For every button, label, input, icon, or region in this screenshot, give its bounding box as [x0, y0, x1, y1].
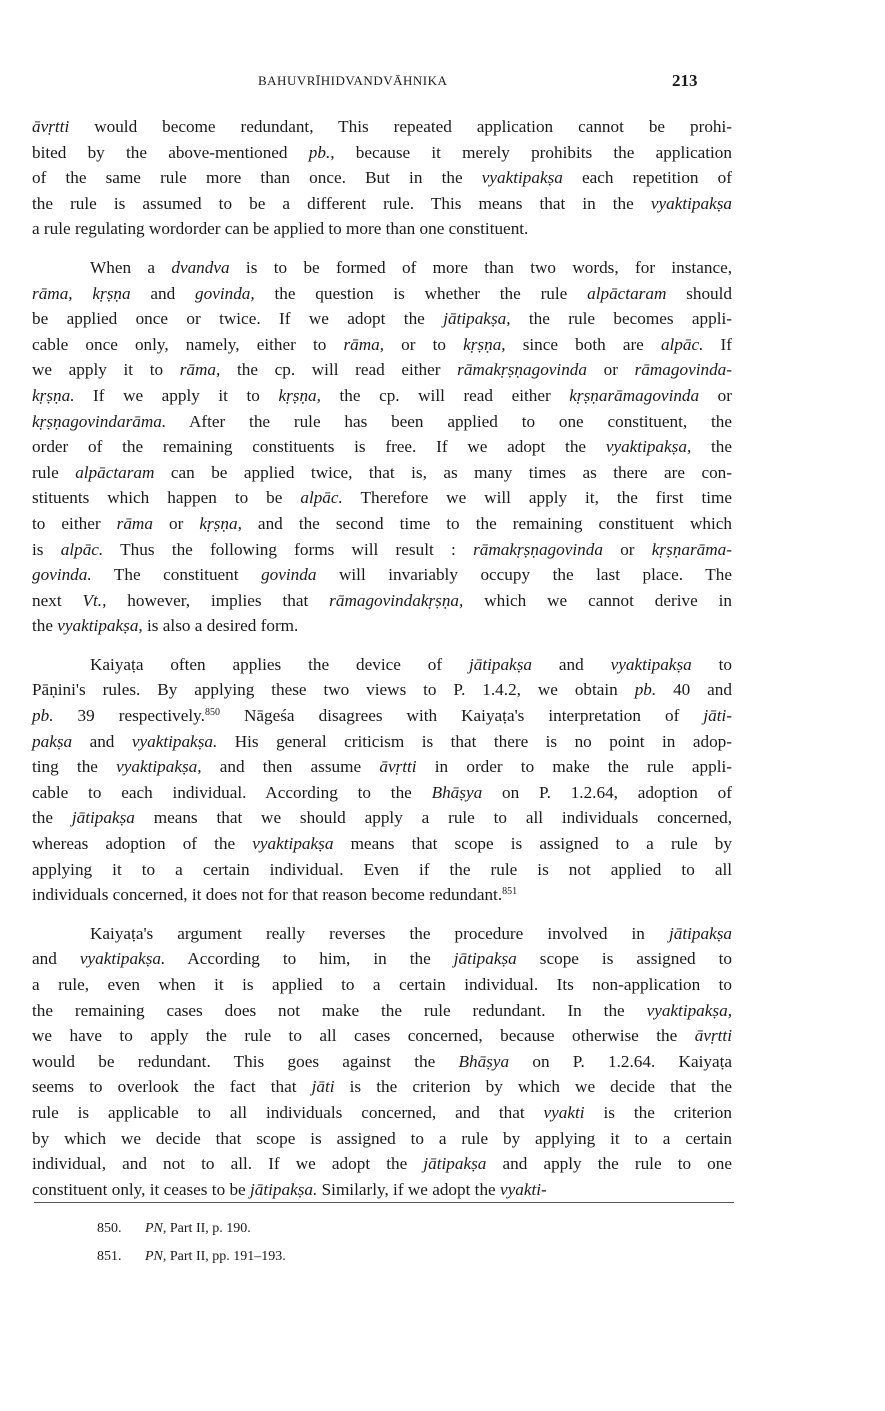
text-line: applying it to a certain individual. Even if the rule is not applied to all [32, 859, 732, 879]
paragraph-2 [32, 255, 732, 639]
text-line: bited by the above-mentioned pb., because it merely prohibits the application [32, 142, 732, 162]
footnote-number: 850. [97, 1221, 122, 1236]
footnote-text: PN, Part II, p. 190. [145, 1221, 251, 1236]
footnote-number: 851. [97, 1249, 122, 1264]
page-header [0, 73, 885, 97]
text-line: and vyaktipakṣa. According to him, in the jātipakṣa scope is assigned to [32, 949, 732, 969]
footnotes [97, 1215, 697, 1271]
text-line: a rule, even when it is applied to a certain individual. Its non-application to [32, 975, 732, 994]
text-line: the vyaktipakṣa, is also a desired form. [32, 616, 299, 636]
text-line: we have to apply the rule to all cases concerned, because otherwise the āvṛtti [32, 1026, 732, 1046]
paragraph-4 [32, 921, 732, 1203]
text-line: by which we decide that scope is assigned to a rule by applying it to a certain [32, 1128, 732, 1148]
text-line: the rule is assumed to be a different rule. This means that in the vyaktipakṣa [32, 193, 732, 213]
text-line: whereas adoption of the vyaktipakṣa means that scope is assigned to a rule by [32, 834, 732, 854]
text-line: be applied once or twice. If we adopt the jātipakṣa, the rule becomes appli- [32, 309, 732, 329]
text-line: the jātipakṣa means that we should apply a rule to all individuals concerned, [32, 808, 732, 828]
text-line: is alpāc. Thus the following forms will result : rāmakṛṣṇagovinda or kṛṣṇarāma- [32, 539, 732, 559]
text-line: next Vt., however, implies that rāmagovindakṛṣṇa, which we cannot derive in [32, 590, 732, 610]
footnote [97, 1215, 697, 1243]
text-line: kṛṣṇagovindarāma. After the rule has been applied to one constituent, the [32, 411, 732, 431]
body-text [32, 114, 732, 1202]
page-number: 213 [672, 71, 698, 90]
text-line: seems to overlook the fact that jāti is the criterion by which we decide that the [32, 1077, 733, 1097]
text-line: would be redundant. This goes against the Bhāṣya on P. 1.2.64. Kaiyaṭa [32, 1051, 732, 1071]
text-line: cable to each individual. According to the Bhāṣya on P. 1.2.64, adoption of [32, 782, 732, 802]
text-line: Kaiyaṭa's argument really reverses the procedure involved in jātipakṣa [90, 923, 732, 943]
text-line: Pāṇini's rules. By applying these two views to P. 1.4.2, we obtain pb. 40 and [32, 680, 732, 700]
text-line: rāma, kṛṣṇa and govinda, the question is whether the rule alpāctaram should [32, 283, 733, 303]
text-line: individuals concerned, it does not for that reason become redundant.$^{851}$ [32, 885, 518, 905]
text-line: to either rāma or kṛṣṇa, and the second time to the remaining constituent which [32, 513, 732, 533]
footnote-text: PN, Part II, pp. 191–193. [145, 1249, 286, 1264]
text-line: stituents which happen to be alpāc. Therefore we will apply it, the first time [32, 488, 732, 508]
paragraph-3 [32, 652, 732, 908]
text-line: the remaining cases does not make the rule redundant. In the vyaktipakṣa, [32, 1000, 732, 1020]
text-line: rule alpāctaram can be applied twice, that is, as many times as there are con- [32, 462, 732, 482]
text-line: Kaiyaṭa often applies the device of jātipakṣa and vyaktipakṣa to [90, 654, 732, 674]
text-line: of the same rule more than once. But in the vyaktipakṣa each repetition of [32, 168, 732, 188]
text-line: cable once only, namely, either to rāma, or to kṛṣṇa, since both are alpāc. If [32, 334, 732, 354]
text-line: pb. 39 respectively.$^{850}$ Nāgeśa disagrees with Kaiyaṭa's interpretation of jāti- [32, 706, 733, 726]
text-line: govinda. The constituent govinda will invariably occupy the last place. The [32, 565, 732, 585]
text-line: we apply it to rāma, the cp. will read either rāmakṛṣṇagovinda or rāmagovinda- [32, 360, 732, 380]
text-line: rule is applicable to all individuals concerned, and that vyakti is the criterion [32, 1102, 732, 1122]
paragraph-1 [32, 114, 732, 242]
text-line: When a dvandva is to be formed of more than two words, for instance, [90, 257, 733, 277]
text-line: order of the remaining constituents is free. If we adopt the vyaktipakṣa, the [32, 437, 733, 457]
footnote-divider [34, 1202, 734, 1203]
text-line: kṛṣṇa. If we apply it to kṛṣṇa, the cp. will read either kṛṣṇarāmagovinda or [32, 385, 733, 405]
text-line: individual, and not to all. If we adopt the jātipakṣa and apply the rule to one [32, 1154, 733, 1174]
text-line: āvṛtti would become redundant, This repeated application cannot be prohi- [32, 117, 732, 136]
text-line: ting the vyaktipakṣa, and then assume āvṛtti in order to make the rule appli- [32, 757, 732, 777]
text-line: a rule regulating wordorder can be applied to more than one constituent. [32, 219, 529, 239]
text-line: constituent only, it ceases to be jātipakṣa. Similarly, if we adopt the vyakti- [32, 1179, 547, 1199]
running-title: BAHUVRĪHIDVANDVĀHNIKA [258, 73, 448, 88]
footnote [97, 1243, 697, 1271]
text-line: pakṣa and vyaktipakṣa. His general criticism is that there is no point in adop- [32, 731, 732, 751]
